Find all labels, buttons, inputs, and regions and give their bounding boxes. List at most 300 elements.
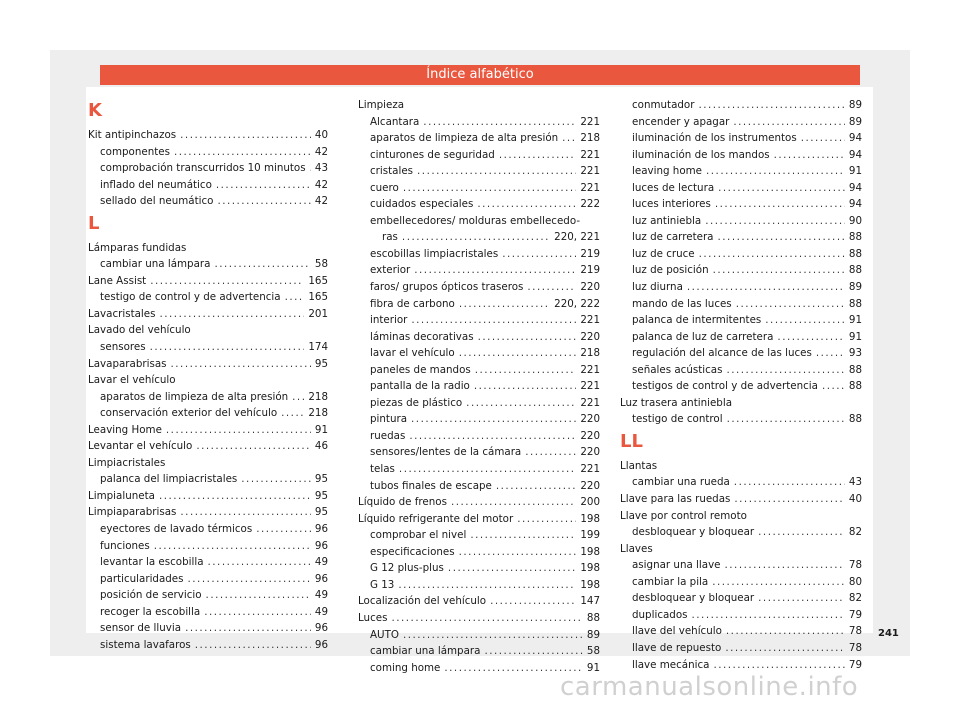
dot-leader bbox=[391, 610, 582, 627]
entry-page: 95 bbox=[314, 506, 328, 519]
entry-page: 201 bbox=[308, 307, 328, 320]
dot-leader bbox=[159, 306, 304, 323]
entry-page: 199 bbox=[580, 529, 600, 542]
entry-page: 40 bbox=[314, 129, 328, 141]
dot-leader bbox=[477, 196, 576, 213]
index-entry bbox=[358, 511, 600, 528]
dot-leader bbox=[281, 405, 304, 422]
entry-page: 219 bbox=[580, 247, 600, 260]
entry-page: 89 bbox=[848, 99, 862, 111]
index-entry bbox=[358, 395, 600, 412]
entry-page: 94 bbox=[848, 181, 862, 194]
entry-page: 89 bbox=[586, 628, 600, 641]
index-entry bbox=[620, 491, 862, 508]
index-entry bbox=[620, 246, 862, 263]
dot-leader bbox=[517, 511, 576, 528]
entry-term: encender y apagar bbox=[632, 115, 730, 128]
entry-page: 49 bbox=[314, 605, 328, 618]
dot-leader bbox=[150, 273, 304, 290]
dot-leader bbox=[733, 114, 845, 131]
entry-term: sensor de lluvia bbox=[100, 622, 182, 635]
section-letter: LL bbox=[620, 430, 643, 452]
entry-page: 49 bbox=[314, 589, 328, 602]
index-entry bbox=[88, 471, 328, 488]
index-column-3 bbox=[620, 97, 862, 673]
entry-term: asignar una llave bbox=[632, 559, 721, 572]
entry-page: 221 bbox=[580, 363, 600, 376]
entry-page: 91 bbox=[848, 314, 862, 327]
index-heading: Llave por control remoto bbox=[620, 509, 747, 522]
entry-term: Líquido de frenos bbox=[358, 496, 447, 509]
entry-page: 88 bbox=[848, 380, 862, 393]
index-entry bbox=[358, 362, 600, 379]
entry-page: 221 bbox=[580, 148, 600, 161]
entry-page: 88 bbox=[848, 264, 862, 277]
entry-page: 218 bbox=[308, 407, 328, 420]
dot-leader bbox=[490, 593, 576, 610]
index-heading: Lavar el vehículo bbox=[88, 374, 176, 387]
entry-page: 198 bbox=[580, 578, 600, 591]
index-heading: Llaves bbox=[620, 542, 653, 555]
entry-term: cambiar una lámpara bbox=[100, 258, 211, 271]
index-heading: Limpieza bbox=[358, 99, 405, 111]
entry-page: 82 bbox=[848, 526, 862, 539]
index-entry bbox=[358, 494, 600, 511]
entry-term: llave del vehículo bbox=[632, 625, 722, 638]
entry-term: Lane Assist bbox=[88, 274, 147, 287]
entry-page: 220, 222 bbox=[554, 297, 600, 310]
dot-leader bbox=[403, 180, 577, 197]
entry-page: 80 bbox=[848, 575, 862, 588]
index-entry bbox=[358, 114, 600, 131]
entry-page: 42 bbox=[314, 145, 328, 158]
dot-leader bbox=[502, 246, 576, 263]
section-letter: L bbox=[88, 212, 100, 234]
entry-page: 198 bbox=[580, 545, 600, 558]
entry-page: 42 bbox=[314, 195, 328, 208]
entry-page: 220 bbox=[580, 413, 600, 426]
dot-leader bbox=[417, 163, 576, 180]
entry-page: 94 bbox=[848, 132, 862, 145]
index-column-2 bbox=[358, 97, 600, 676]
dot-leader bbox=[285, 289, 305, 306]
index-entry bbox=[620, 411, 862, 428]
entry-page: 220 bbox=[580, 330, 600, 343]
dot-leader bbox=[816, 345, 845, 362]
entry-page: 88 bbox=[848, 413, 862, 426]
entry-term: componentes bbox=[100, 145, 170, 158]
index-entry bbox=[88, 405, 328, 422]
entry-term: duplicados bbox=[632, 608, 688, 621]
entry-term: cuero bbox=[370, 181, 399, 194]
dot-leader bbox=[736, 296, 845, 313]
entry-term: luces interiores bbox=[632, 198, 711, 211]
dot-leader bbox=[726, 362, 844, 379]
index-entry bbox=[88, 193, 328, 210]
entry-page: 174 bbox=[308, 341, 328, 354]
entry-term: sistema lavafaros bbox=[100, 638, 191, 651]
dot-leader bbox=[725, 640, 845, 657]
entry-term: iluminación de los instrumentos bbox=[632, 132, 797, 145]
entry-term: tubos finales de escape bbox=[370, 479, 492, 492]
dot-leader bbox=[527, 279, 576, 296]
entry-page: 78 bbox=[848, 641, 862, 654]
index-entry bbox=[620, 474, 862, 491]
index-entry bbox=[88, 256, 328, 273]
entry-term: posición de servicio bbox=[100, 589, 202, 602]
entry-term: cambiar la pila bbox=[632, 575, 709, 588]
dot-leader bbox=[765, 312, 845, 329]
entry-page: 91 bbox=[848, 330, 862, 343]
entry-page: 91 bbox=[314, 423, 328, 436]
entry-page: 221 bbox=[580, 165, 600, 178]
dot-leader bbox=[758, 590, 845, 607]
index-entry bbox=[358, 345, 600, 362]
dot-leader bbox=[525, 444, 576, 461]
entry-page: 78 bbox=[848, 625, 862, 638]
dot-leader bbox=[166, 422, 311, 439]
entry-term: mando de las luces bbox=[632, 297, 732, 310]
entry-term: escobillas limpiacristales bbox=[370, 247, 499, 260]
entry-page: 96 bbox=[314, 622, 328, 635]
entry-term: lavar el vehículo bbox=[370, 347, 455, 360]
entry-term: conmutador bbox=[632, 99, 695, 111]
entry-page: 220, 221 bbox=[554, 231, 600, 244]
entry-term: desbloquear y bloquear bbox=[632, 526, 755, 539]
dot-leader bbox=[448, 560, 576, 577]
index-entry bbox=[620, 657, 862, 674]
dot-leader bbox=[801, 130, 845, 147]
entry-term: Limpiaparabrisas bbox=[88, 506, 177, 519]
entry-page: 89 bbox=[848, 281, 862, 294]
entry-page: 88 bbox=[848, 231, 862, 244]
dot-leader bbox=[499, 147, 577, 164]
entry-page: 96 bbox=[314, 523, 328, 536]
entry-page: 94 bbox=[848, 198, 862, 211]
dot-leader bbox=[562, 130, 576, 147]
dot-leader bbox=[774, 147, 845, 164]
entry-term: fibra de carbono bbox=[370, 297, 455, 310]
entry-term: cinturones de seguridad bbox=[370, 148, 495, 161]
entry-page: 198 bbox=[580, 512, 600, 525]
dot-leader bbox=[256, 521, 311, 538]
entry-page: 221 bbox=[580, 463, 600, 476]
entry-page: 95 bbox=[314, 357, 328, 370]
dot-leader bbox=[706, 163, 845, 180]
index-entry bbox=[620, 229, 862, 246]
index-entry bbox=[620, 213, 862, 230]
index-entry bbox=[88, 438, 328, 455]
index-entry bbox=[358, 180, 600, 197]
index-entry bbox=[620, 163, 862, 180]
index-entry bbox=[88, 127, 328, 144]
page-number: 241 bbox=[878, 628, 899, 639]
dot-leader bbox=[466, 395, 576, 412]
entry-term: recoger la escobilla bbox=[100, 605, 201, 618]
entry-page: 82 bbox=[848, 592, 862, 605]
dot-leader bbox=[423, 114, 576, 131]
index-entry bbox=[88, 604, 328, 621]
entry-page: 222 bbox=[580, 198, 600, 211]
dot-leader bbox=[402, 229, 550, 246]
entry-term: paneles de mandos bbox=[370, 363, 471, 376]
entry-page: 218 bbox=[580, 347, 600, 360]
dot-leader bbox=[470, 527, 576, 544]
index-entry bbox=[358, 627, 600, 644]
entry-page: 96 bbox=[314, 572, 328, 585]
entry-page: 219 bbox=[580, 264, 600, 277]
index-entry bbox=[88, 637, 328, 654]
dot-leader bbox=[496, 478, 576, 495]
entry-page: 43 bbox=[848, 476, 862, 489]
entry-page: 79 bbox=[848, 608, 862, 621]
index-entry bbox=[620, 345, 862, 362]
entry-page: 218 bbox=[580, 132, 600, 145]
dot-leader bbox=[171, 356, 311, 373]
entry-term: pantalla de la radio bbox=[370, 380, 470, 393]
entry-page: 220 bbox=[580, 281, 600, 294]
entry-term: sensores/lentes de la cámara bbox=[370, 446, 522, 459]
index-entry bbox=[358, 461, 600, 478]
entry-page: 43 bbox=[314, 162, 328, 175]
index-entry bbox=[88, 160, 328, 177]
dot-leader bbox=[699, 246, 845, 263]
section-letter: K bbox=[88, 100, 102, 121]
entry-term: G 12 plus-plus bbox=[370, 562, 444, 575]
index-entry bbox=[358, 262, 600, 279]
entry-term: luz de cruce bbox=[632, 247, 695, 260]
index-heading: Llantas bbox=[620, 459, 658, 472]
index-entry bbox=[620, 130, 862, 147]
index-entry bbox=[88, 620, 328, 637]
index-entry bbox=[620, 623, 862, 640]
entry-term: aparatos de limpieza de alta presión bbox=[370, 132, 559, 145]
index-entry bbox=[88, 177, 328, 194]
entry-page: 58 bbox=[314, 258, 328, 271]
dot-leader bbox=[398, 577, 576, 594]
entry-page: 165 bbox=[308, 291, 328, 304]
entry-term: Limpialuneta bbox=[88, 489, 155, 502]
entry-term: faros/ grupos ópticos traseros bbox=[370, 281, 524, 294]
dot-leader bbox=[758, 524, 845, 541]
entry-term: sensores bbox=[100, 341, 146, 354]
index-heading: embellecedores/ molduras embellecedo- bbox=[370, 214, 581, 227]
entry-term: exterior bbox=[370, 264, 411, 277]
dot-leader bbox=[208, 554, 311, 571]
entry-term: comprobación transcurridos 10 minutos bbox=[100, 162, 306, 175]
index-entry bbox=[358, 610, 600, 627]
index-heading: Limpiacristales bbox=[88, 456, 166, 469]
index-entry bbox=[358, 296, 600, 313]
index-entry bbox=[88, 538, 328, 555]
dot-leader bbox=[692, 607, 845, 624]
entry-page: 95 bbox=[314, 489, 328, 502]
entry-page: 90 bbox=[848, 214, 862, 227]
entry-term: luz antiniebla bbox=[632, 214, 702, 227]
entry-term: especificaciones bbox=[370, 545, 455, 558]
entry-page: 221 bbox=[580, 396, 600, 409]
index-entry bbox=[358, 593, 600, 610]
dot-leader bbox=[204, 604, 311, 621]
entry-term: ruedas bbox=[370, 429, 406, 442]
entry-page: 94 bbox=[848, 148, 862, 161]
entry-page: 218 bbox=[308, 390, 328, 403]
entry-term: funciones bbox=[100, 539, 150, 552]
dot-leader bbox=[727, 411, 845, 428]
dot-leader bbox=[687, 279, 845, 296]
index-entry bbox=[620, 590, 862, 607]
entry-term: pintura bbox=[370, 413, 408, 426]
entry-term: Líquido refrigerante del motor bbox=[358, 512, 514, 525]
entry-term: Alcantara bbox=[370, 115, 420, 128]
entry-term: palanca del limpiacristales bbox=[100, 473, 238, 486]
index-heading: Lavado del vehículo bbox=[88, 324, 191, 337]
dot-leader bbox=[822, 378, 845, 395]
entry-page: 78 bbox=[848, 559, 862, 572]
entry-term: AUTO bbox=[370, 628, 399, 641]
dot-leader bbox=[216, 177, 311, 194]
index-entry bbox=[358, 527, 600, 544]
entry-term: cuidados especiales bbox=[370, 198, 474, 211]
entry-term: Localización del vehículo bbox=[358, 595, 487, 608]
entry-term: luz diurna bbox=[632, 281, 683, 294]
entry-term: inflado del neumático bbox=[100, 178, 212, 191]
entry-page: 200 bbox=[580, 496, 600, 509]
entry-page: 198 bbox=[580, 562, 600, 575]
dot-leader bbox=[292, 389, 304, 406]
index-entry bbox=[88, 488, 328, 505]
index-entry bbox=[620, 196, 862, 213]
index-entry bbox=[88, 339, 328, 356]
entry-page: 88 bbox=[848, 363, 862, 376]
index-entry bbox=[620, 312, 862, 329]
dot-leader bbox=[217, 193, 310, 210]
dot-leader bbox=[459, 345, 577, 362]
entry-term: llave mecánica bbox=[632, 658, 710, 671]
dot-leader bbox=[474, 378, 576, 395]
index-heading: Luz trasera antiniebla bbox=[620, 396, 733, 409]
dot-leader bbox=[150, 339, 305, 356]
entry-term: regulación del alcance de las luces bbox=[632, 347, 812, 360]
index-entry bbox=[620, 524, 862, 541]
index-entry bbox=[358, 312, 600, 329]
dot-leader bbox=[403, 627, 583, 644]
dot-leader bbox=[411, 312, 576, 329]
entry-term: desbloquear y bloquear bbox=[632, 592, 755, 605]
entry-page: 91 bbox=[586, 661, 600, 674]
entry-page: 46 bbox=[314, 440, 328, 453]
index-entry bbox=[88, 521, 328, 538]
entry-page: 221 bbox=[580, 181, 600, 194]
index-entry bbox=[88, 504, 328, 521]
index-entry bbox=[358, 147, 600, 164]
index-entry bbox=[88, 144, 328, 161]
dot-leader bbox=[154, 538, 311, 555]
index-entry bbox=[358, 444, 600, 461]
index-entry bbox=[620, 180, 862, 197]
index-entry bbox=[88, 554, 328, 571]
index-entry bbox=[358, 163, 600, 180]
entry-page: 165 bbox=[308, 274, 328, 287]
index-entry bbox=[620, 557, 862, 574]
entry-term: sellado del neumático bbox=[100, 195, 214, 208]
dot-leader bbox=[195, 637, 311, 654]
entry-term: Luces bbox=[358, 611, 388, 624]
dot-leader bbox=[180, 127, 311, 144]
dot-leader bbox=[459, 544, 577, 561]
index-entry bbox=[88, 289, 328, 306]
index-entry bbox=[358, 246, 600, 263]
dot-leader bbox=[718, 180, 845, 197]
entry-page: 91 bbox=[848, 165, 862, 178]
entry-page: 96 bbox=[314, 638, 328, 651]
entry-term: piezas de plástico bbox=[370, 396, 463, 409]
dot-leader bbox=[159, 488, 311, 505]
entry-term: testigos de control y de advertencia bbox=[632, 380, 818, 393]
entry-term: G 13 bbox=[370, 578, 395, 591]
dot-leader bbox=[399, 461, 576, 478]
page-title: Índice alfabético bbox=[100, 65, 860, 85]
entry-term: telas bbox=[370, 463, 395, 476]
entry-term: aparatos de limpieza de alta presión bbox=[100, 390, 289, 403]
dot-leader bbox=[196, 438, 311, 455]
dot-leader bbox=[214, 256, 310, 273]
dot-leader bbox=[478, 329, 577, 346]
index-entry bbox=[358, 643, 600, 660]
dot-leader bbox=[174, 144, 311, 161]
entry-term: láminas decorativas bbox=[370, 330, 474, 343]
dot-leader bbox=[414, 262, 576, 279]
entry-term: Levantar el vehículo bbox=[88, 440, 193, 453]
dot-leader bbox=[713, 262, 845, 279]
entry-page: 58 bbox=[586, 645, 600, 658]
index-entry bbox=[88, 389, 328, 406]
entry-page: 220 bbox=[580, 446, 600, 459]
watermark: carmanualsonline.info bbox=[560, 672, 859, 702]
index-entry bbox=[358, 577, 600, 594]
entry-term: levantar la escobilla bbox=[100, 556, 204, 569]
entry-term: conservación exterior del vehículo bbox=[100, 407, 278, 420]
index-entry bbox=[620, 147, 862, 164]
index-entry bbox=[358, 378, 600, 395]
dot-leader bbox=[705, 213, 845, 230]
entry-term: eyectores de lavado térmicos bbox=[100, 523, 253, 536]
index-entry bbox=[358, 428, 600, 445]
index-entry bbox=[620, 262, 862, 279]
entry-page: 220 bbox=[580, 479, 600, 492]
index-entry bbox=[358, 411, 600, 428]
dot-leader bbox=[725, 557, 845, 574]
entry-term: ras bbox=[382, 231, 398, 244]
entry-term: cambiar una rueda bbox=[632, 476, 730, 489]
entry-page: 221 bbox=[580, 314, 600, 327]
entry-term: cambiar una lámpara bbox=[370, 645, 481, 658]
index-column-1 bbox=[88, 97, 328, 653]
index-entry bbox=[358, 279, 600, 296]
entry-term: particularidades bbox=[100, 572, 184, 585]
index-entry bbox=[620, 362, 862, 379]
entry-term: palanca de intermitentes bbox=[632, 314, 762, 327]
entry-term: testigo de control bbox=[632, 413, 723, 426]
dot-leader bbox=[698, 97, 844, 114]
index-entry bbox=[88, 571, 328, 588]
entry-page: 93 bbox=[848, 347, 862, 360]
index-entry bbox=[358, 229, 600, 246]
index-entry bbox=[620, 97, 862, 114]
entry-term: Leaving Home bbox=[88, 423, 162, 436]
entry-page: 95 bbox=[314, 473, 328, 486]
entry-term: comprobar el nivel bbox=[370, 529, 467, 542]
